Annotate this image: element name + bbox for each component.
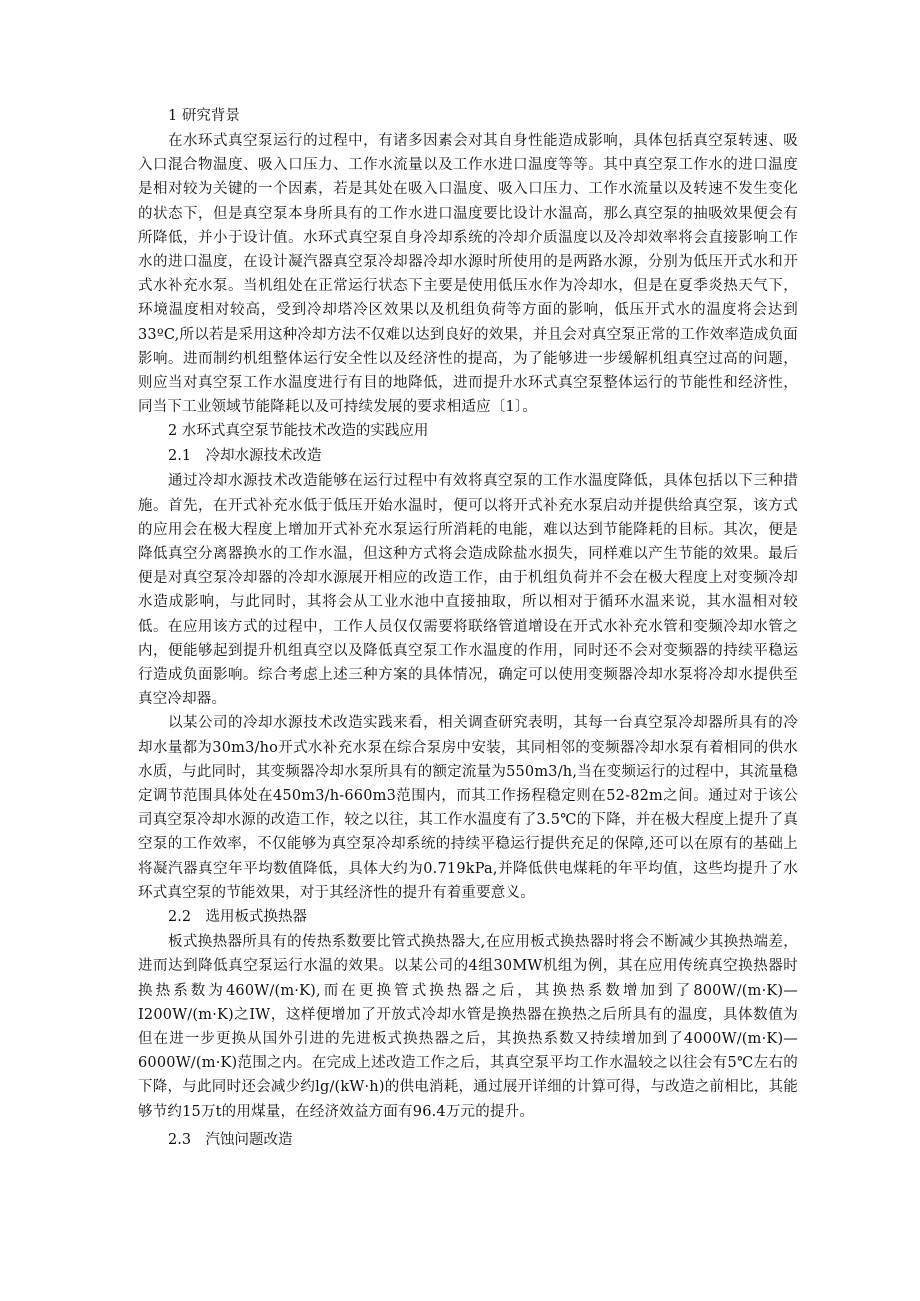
paragraph-research-background: 在水环式真空泵运行的过程中，有诸多因素会对其自身性能造成影响，具体包括真空泵转速、吸入口混合物温度、吸入口压力、工作水流量以及工作水进口温度等等。其中真空泵工作水的进口温度是相对较为关键的一个因素，若是其处在吸入口温度、吸入口压力、工作水流量以及转速不发生变化的状态下，但是真空泵本身所具有的工作水进口温度要比设计水温高，那么真空泵的抽吸效果便会有所降低，并小于设计值。水环式真空泵自身冷却系统的冷却介质温度以及冷却效率将会直接影响工作水的进口温度，在设计凝汽器真空泵冷却器冷却水源时所使用的是两路水源，分别为低压开式水和开式水补充水泵。当机组处在正常运行状态下主要是使用低压水作为冷却水，但是在夏季炎热天气下，环境温度相对较高，受到冷却塔冷区效果以及机组负荷等方面的影响，低压开式水的温度将会达到33ºC,所以若是采用这种冷却方法不仅难以达到良好的效果，并且会对真空泵正常的工作效率造成负面影响。进而制约机组整体运行安全性以及经济性的提高，为了能够进一步缓解机组真空过高的问题，则应当对真空泵工作水温度进行有目的地降低，进而提升水环式真空泵整体运行的节能性和经济性，同当下工业领域节能降耗以及可持续发展的要求相适应〔1〕。	[138, 133, 798, 416]
subsection-heading-2-2: 2.2 选用板式换热器	[168, 909, 308, 926]
section-heading-2: 2 水环式真空泵节能技术改造的实践应用	[168, 423, 429, 440]
paragraph-cooling-water-measures: 通过冷却水源技术改造能够在运行过程中有效将真空泵的工作水温度降低，具体包括以下三种措施。首先，在开式补充水低于低压开始水温时，便可以将开式补充水泵启动并提供给真空泵，该方式的应用会在极大程度上增加开式补充水泵运行所消耗的电能，难以达到节能降耗的目标。其次，便是降低真空分离器换水的工作水温，但这种方式将会造成除盐水损失，同样难以产生节能的效果。最后便是对真空泵冷却器的冷却水源展开相应的改造工作，由于机组负荷并不会在极大程度上对变频冷却水造成影响，与此同时，其将会从工业水池中直接抽取，所以相对于循环水温来说，其水温相对较低。在应用该方式的过程中，工作人员仅仅需要将联络管道增设在开式水补充水管和变频冷却水管之内，便能够起到提升机组真空以及降低真空泵工作水温度的作用，同时还不会对变频器的持续平稳运行造成负面影响。综合考虑上述三种方案的具体情况，确定可以使用变频器冷却水泵将冷却水提供至真空冷却器。	[138, 473, 798, 708]
paragraph-company-case: 以某公司的冷却水源技术改造实践来看，相关调查研究表明，其每一台真空泵冷却器所具有的冷却水量都为30m3∕ho开式水补充水泵在综合泵房中安装，其同相邻的变频器冷却水泵有着相同的供水水质，与此同时，其变频器冷却水泵所具有的额定流量为550m3∕h,当在变频运行的过程中，其流量稳定调节范围具体处在450m3∕h-660m3范围内，而其工作扬程稳定则在52-82m之间。通过对于该公司真空泵冷却水源的改造工作，较之以往，其工作水温度有了3.5℃的下降，并在极大程度上提升了真空泵的工作效率，不仅能够为真空泵冷却系统的持续平稳运行提供充足的保障,还可以在原有的基础上将凝汽器真空年平均数值降低，具体大约为0.719kPa,并降低供电煤耗的年平均值，这些均提升了水环式真空泵的节能效果，对于其经济性的提升有着重要意义。	[138, 715, 798, 901]
subsection-heading-2-1: 2.1 冷却水源技术改造	[168, 448, 322, 465]
subsection-heading-2-3: 2.3 汽蚀问题改造	[168, 1131, 293, 1148]
section-heading-1: 1 研究背景	[168, 108, 240, 124]
paragraph-plate-heat-exchanger: 板式换热器所具有的传热系数要比管式换热器大,在应用板式换热器时将会不断减少其换热端差，进而达到降低真空泵运行水温的效果。以某公司的4组30MW机组为例，其在应用传统真空换热器时换热系数为460W∕(m·K),而在更换管式换热器之后，其换热系数增加到了800W∕(m·K)—I200W∕(m·K)之IW，这样便增加了开放式冷却水管是换热器在换热之后所具有的温度，具体数值为但在进一步更换从国外引进的先进板式换热器之后，其换热系数又持续增加到了4000W∕(m·K)—6000W∕(m·K)范围之内。在完成上述改造工作之后，其真空泵平均工作水温较之以往会有5℃左右的下降，与此同时还会减少约lg∕(kW·h)的供电消耗，通过展开详细的计算可得，与改造之前相比，其能够节约15万t的用煤量，在经济效益方面有96.4万元的提升。	[138, 934, 798, 1120]
document-body	[138, 104, 798, 1153]
